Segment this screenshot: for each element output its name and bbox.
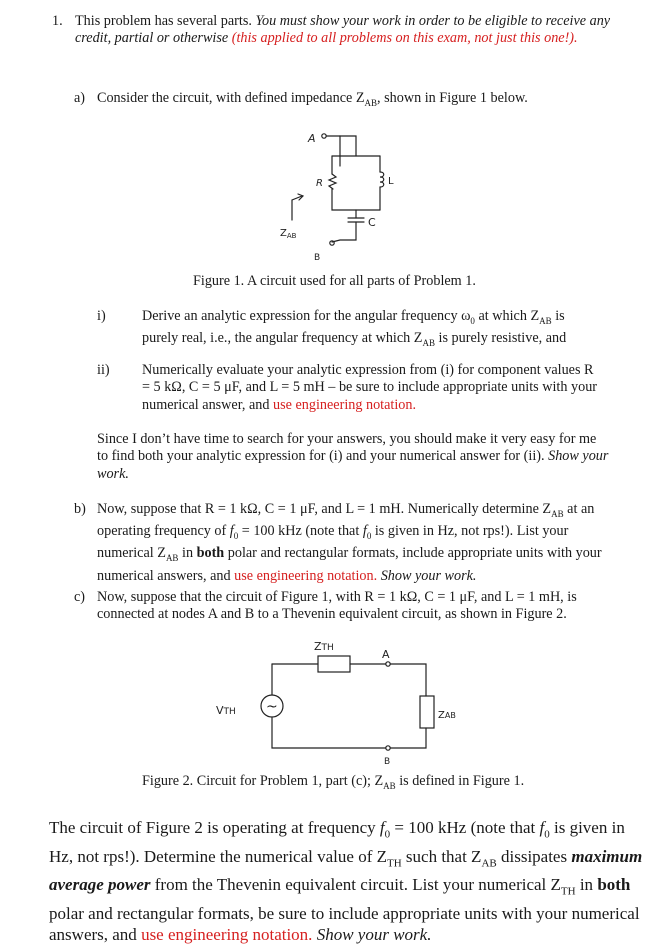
fig1-resistor — [329, 174, 336, 189]
fig1-label-l: L — [388, 176, 394, 187]
part-a-note — [97, 431, 609, 483]
fig1-label-a: A — [308, 132, 316, 145]
part-c-text: Now, suppose that the circuit of Figure 1, with R = 1 kΩ, C = 1 μF, and L = 1 mH, is connected at nodes A and B to a Thevenin equivalent circuit, as shown in Figure 2. — [97, 589, 577, 623]
figure-2-circuit — [210, 636, 510, 768]
problem-number: 1. — [52, 13, 63, 29]
problem-intro — [75, 13, 615, 48]
part-b-engineering-notation: use engineering notation. — [234, 567, 378, 584]
part-c-label: c) — [74, 589, 86, 605]
part-a-note-text: Since I don’t have time to search for your answers, you should make it very easy for me to find both your analytic expression for (i) and your numerical answer for (ii). — [97, 431, 597, 465]
part-a-text-1: Consider the circuit, with defined impedance Z — [97, 90, 365, 106]
fig1-label-b: B — [314, 253, 321, 263]
final-question: The circuit of Figure 2 is operating at frequency $f_0 = 100$ kHz (note that $f_0$ is given in Hz, not rps!). Determine the numerical value of $Z_{TH}$ such that $Z_{AB}$ dissipates maximum average power from the Thevenin equivalent circuit. List your numerical $Z_{TH}$ in both polar and rectangular formats, be sure to include appropriate units with your numerical answers, and use engineering notation. Show your work. — [49, 818, 643, 944]
part-a-text — [97, 90, 617, 112]
item-ii-engineering-notation: use engineering notation. — [273, 396, 417, 413]
fig2-label-a: A — [382, 648, 390, 661]
fig1-zab-arrow — [292, 196, 302, 220]
part-b-text: Now, suppose that R = 1 kΩ, C = 1 μF, and L = 1 mH. Numerically determine $Z_{AB}$ at an operating frequency of $f_0 = 100$ kHz (note that $f_0$ is given in Hz, not rps!). List your numerical $Z_{AB}$ in both polar and rectangular formats, include appropriate units with your numerical answers, and use engineering notation. Show your work. — [97, 501, 602, 584]
item-i-text-1: Derive an analytic expression for the angular frequency ω — [142, 308, 471, 324]
item-i-sub-3: AB — [422, 338, 435, 349]
item-i-text — [142, 308, 602, 352]
fig2-label-zab: ZAB — [438, 710, 456, 721]
fig2-label-vth: VTH — [216, 704, 236, 717]
fig2-label-zth: ZTH — [314, 640, 334, 653]
part-a-label: a) — [74, 90, 86, 106]
final-engineering-notation: use engineering notation. — [141, 924, 313, 944]
fig1-inductor — [380, 172, 384, 187]
figure-1-circuit — [270, 122, 420, 270]
item-ii-label: ii) — [97, 362, 110, 378]
part-b-show-work: Show your work. — [380, 567, 477, 584]
fig2-zth-box — [318, 656, 350, 672]
item-ii-text — [142, 362, 604, 414]
item-ii-text-1: Numerically evaluate your analytic expression from (i) for component values R = 5 kΩ, C = 5 μF, and L = 5 mH – be sure to include appropriate units with your numerical answer, and — [142, 362, 598, 413]
fig1-label-zab: $Z_{AB}$ — [280, 228, 297, 240]
intro-applies-note: (this applied to all problems on this exam, not just this one!). — [231, 30, 578, 47]
final-max-power: maximum average power — [49, 846, 643, 895]
part-a-text-sub: AB — [364, 97, 378, 108]
fig2-label-b: B — [384, 757, 391, 767]
intro-sentence: This problem has several parts. — [75, 13, 252, 29]
item-i-text-3: is purely real, i.e., the angular frequency at which Z — [142, 308, 565, 347]
fig1-label-c: C — [368, 216, 376, 229]
part-a-text-2: , shown in Figure 1 below. — [377, 90, 528, 106]
figure-2-caption: Figure 2. Circuit for Problem 1, part (c); $Z_{AB}$ is defined in Figure 1. — [142, 773, 525, 791]
fig2-zab-box — [420, 696, 434, 728]
item-i-text-2: at which Z — [474, 308, 540, 324]
intro-requirement: You must show your work in order to be eligible to receive any credit, partial or otherwise — [75, 13, 611, 47]
part-a-note-show-work: Show your work. — [97, 448, 609, 482]
fig1-label-r: R — [316, 178, 323, 189]
figure-1-caption: Figure 1. A circuit used for all parts of Problem 1. — [193, 273, 476, 289]
part-b-label: b) — [74, 501, 86, 517]
item-i-text-4: is purely resistive, and — [435, 330, 567, 347]
item-i-sub-2: AB — [539, 315, 552, 326]
final-show-work: Show your work. — [316, 924, 432, 944]
item-i-label: i) — [97, 308, 106, 324]
fig2-source-symbol: ~ — [266, 699, 278, 715]
item-i-sub-1: 0 — [470, 315, 475, 326]
